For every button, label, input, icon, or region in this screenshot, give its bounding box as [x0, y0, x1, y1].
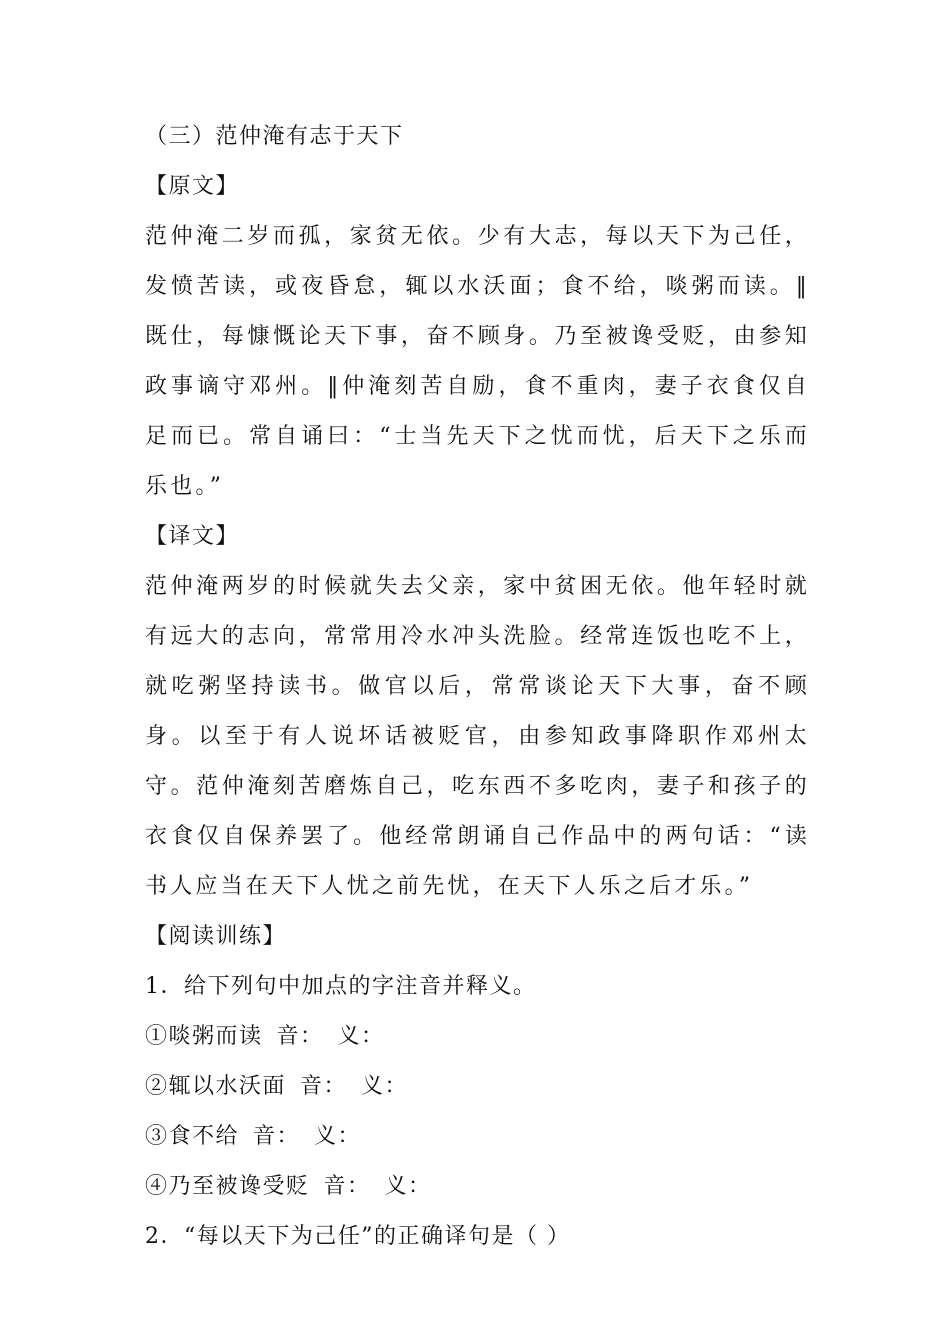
item-pronunciation-label: 音：: [300, 1074, 348, 1099]
exercise-heading: 【阅读训练】: [145, 924, 287, 949]
item-meaning-label: 义：: [384, 1174, 432, 1199]
item-meaning-label: 义：: [337, 1024, 385, 1049]
question-1-item: [145, 1012, 810, 1062]
item-text: ③食不给: [145, 1124, 240, 1149]
original-heading: 【原文】: [145, 174, 240, 199]
section-title: （三）范仲淹有志于天下: [145, 124, 404, 149]
question-1-item: [145, 1162, 810, 1212]
item-text: ②辄以水沃面: [145, 1074, 287, 1099]
original-text: 范仲淹二岁而孤，家贫无依。少有大志，每以天下为己任，发愤苦读，或夜昏怠，辄以水沃面；食不给，啖粥而读。‖既仕，每慷慨论天下事，奋不顾身。乃至被谗受贬，由参知政事谪守邓州。‖仲淹刻苦自励，食不重肉，妻子衣食仅自足而已。常自诵曰：“士当先天下之忧而忧，后天下之乐而乐也。”: [145, 224, 810, 499]
question-1-item: [145, 1062, 810, 1112]
item-meaning-label: 义：: [361, 1074, 409, 1099]
question-1: 1．给下列句中加点的字注音并释义。: [145, 974, 537, 999]
item-text: ①啖粥而读: [145, 1024, 263, 1049]
question-1-item: [145, 1112, 810, 1162]
item-pronunciation-label: 音：: [276, 1024, 324, 1049]
translation-text: 范仲淹两岁的时候就失去父亲，家中贫困无依。他年轻时就有远大的志向，常常用冷水冲头洗脸。经常连饭也吃不上，就吃粥坚持读书。做官以后，常常谈论天下大事，奋不顾身。以至于有人说坏话被贬官，由参知政事降职作邓州太守。范仲淹刻苦磨炼自己，吃东西不多吃肉，妻子和孩子的衣食仅自保养罢了。他经常朗诵自己作品中的两句话：“读书人应当在天下人忧之前先忧，在天下人乐之后才乐。”: [145, 574, 810, 899]
item-pronunciation-label: 音：: [323, 1174, 371, 1199]
item-pronunciation-label: 音：: [253, 1124, 301, 1149]
document-content: [145, 112, 810, 1262]
translation-heading: 【译文】: [145, 524, 240, 549]
item-meaning-label: 义：: [314, 1124, 362, 1149]
item-text: ④乃至被谗受贬: [145, 1174, 310, 1199]
question-2: 2．“每以天下为己任”的正确译句是（ ）: [145, 1224, 571, 1249]
